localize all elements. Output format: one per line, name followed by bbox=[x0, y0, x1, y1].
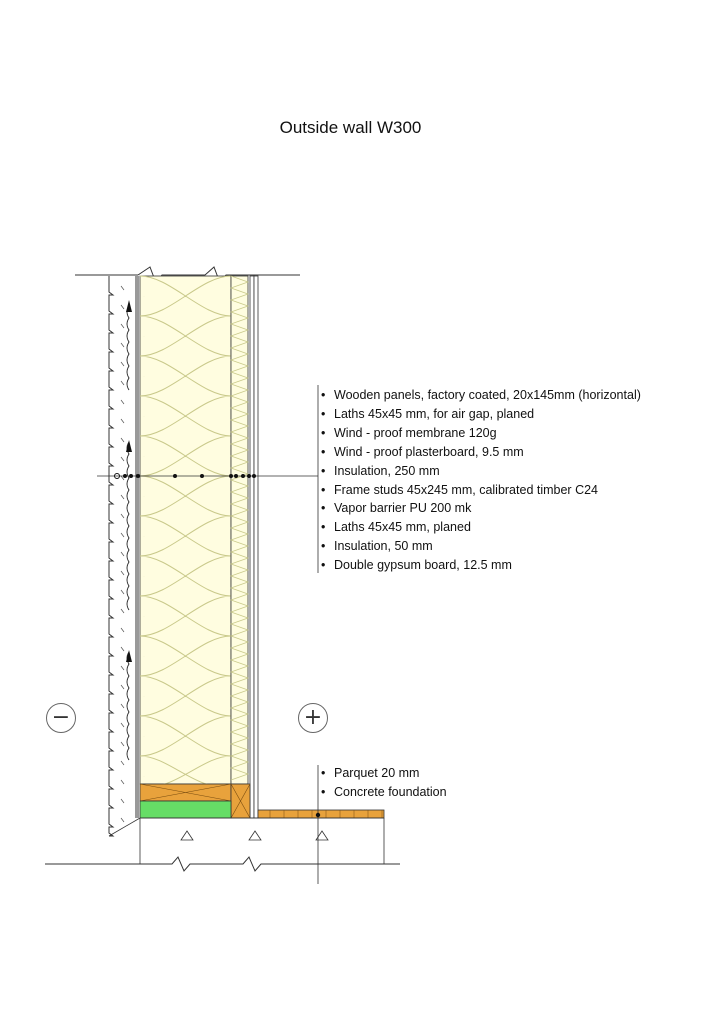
bottom-plate-timber bbox=[140, 784, 250, 818]
wall-layer-legend bbox=[321, 386, 641, 575]
wall-layer-item-1: • Wooden panels, factory coated, 20x145mm (horizontal) bbox=[321, 386, 641, 405]
wall-layer-item-5: • Insulation, 250 mm bbox=[321, 462, 641, 481]
inside-plus-sign: + bbox=[298, 703, 328, 733]
floor-layer-legend bbox=[321, 764, 447, 802]
main-insulation-layer bbox=[140, 276, 231, 786]
leader-dot bbox=[129, 474, 133, 478]
wall-layer-item-2: • Laths 45x45 mm, for air gap, planed bbox=[321, 405, 641, 424]
leader-dot bbox=[200, 474, 204, 478]
floor-layer-item-2: • Concrete foundation bbox=[321, 783, 447, 802]
concrete-foundation bbox=[109, 818, 384, 864]
gypsum-boards bbox=[250, 276, 258, 818]
parquet-floor bbox=[258, 810, 384, 818]
leader-dot bbox=[252, 474, 256, 478]
wall-layer-item-7: • Vapor barrier PU 200 mk bbox=[321, 499, 641, 518]
wooden-panel-siding bbox=[109, 276, 138, 836]
leader-dot bbox=[247, 474, 251, 478]
floor-leader-dot bbox=[316, 813, 320, 817]
wall-layer-item-4: • Wind - proof plasterboard, 9.5 mm bbox=[321, 443, 641, 462]
leader-dot bbox=[229, 474, 233, 478]
leader-dot bbox=[123, 474, 127, 478]
ground-break-line bbox=[45, 857, 400, 871]
leader-dot bbox=[136, 474, 140, 478]
wall-layer-item-3: • Wind - proof membrane 120g bbox=[321, 424, 641, 443]
drawing-title: Outside wall W300 bbox=[279, 118, 422, 137]
wall-layer-item-10: • Double gypsum board, 12.5 mm bbox=[321, 556, 641, 575]
floor-layer-item-1: • Parquet 20 mm bbox=[321, 764, 447, 783]
wall-layer-item-8: • Laths 45x45 mm, planed bbox=[321, 518, 641, 537]
inner-insulation-layer bbox=[231, 276, 248, 784]
wall-layer-item-6: • Frame studs 45x245 mm, calibrated timber C24 bbox=[321, 481, 641, 500]
leader-dot bbox=[173, 474, 177, 478]
leader-dot bbox=[241, 474, 245, 478]
wall-layer-item-9: • Insulation, 50 mm bbox=[321, 537, 641, 556]
leader-dot bbox=[234, 474, 238, 478]
outside-minus-sign: − bbox=[46, 703, 76, 733]
